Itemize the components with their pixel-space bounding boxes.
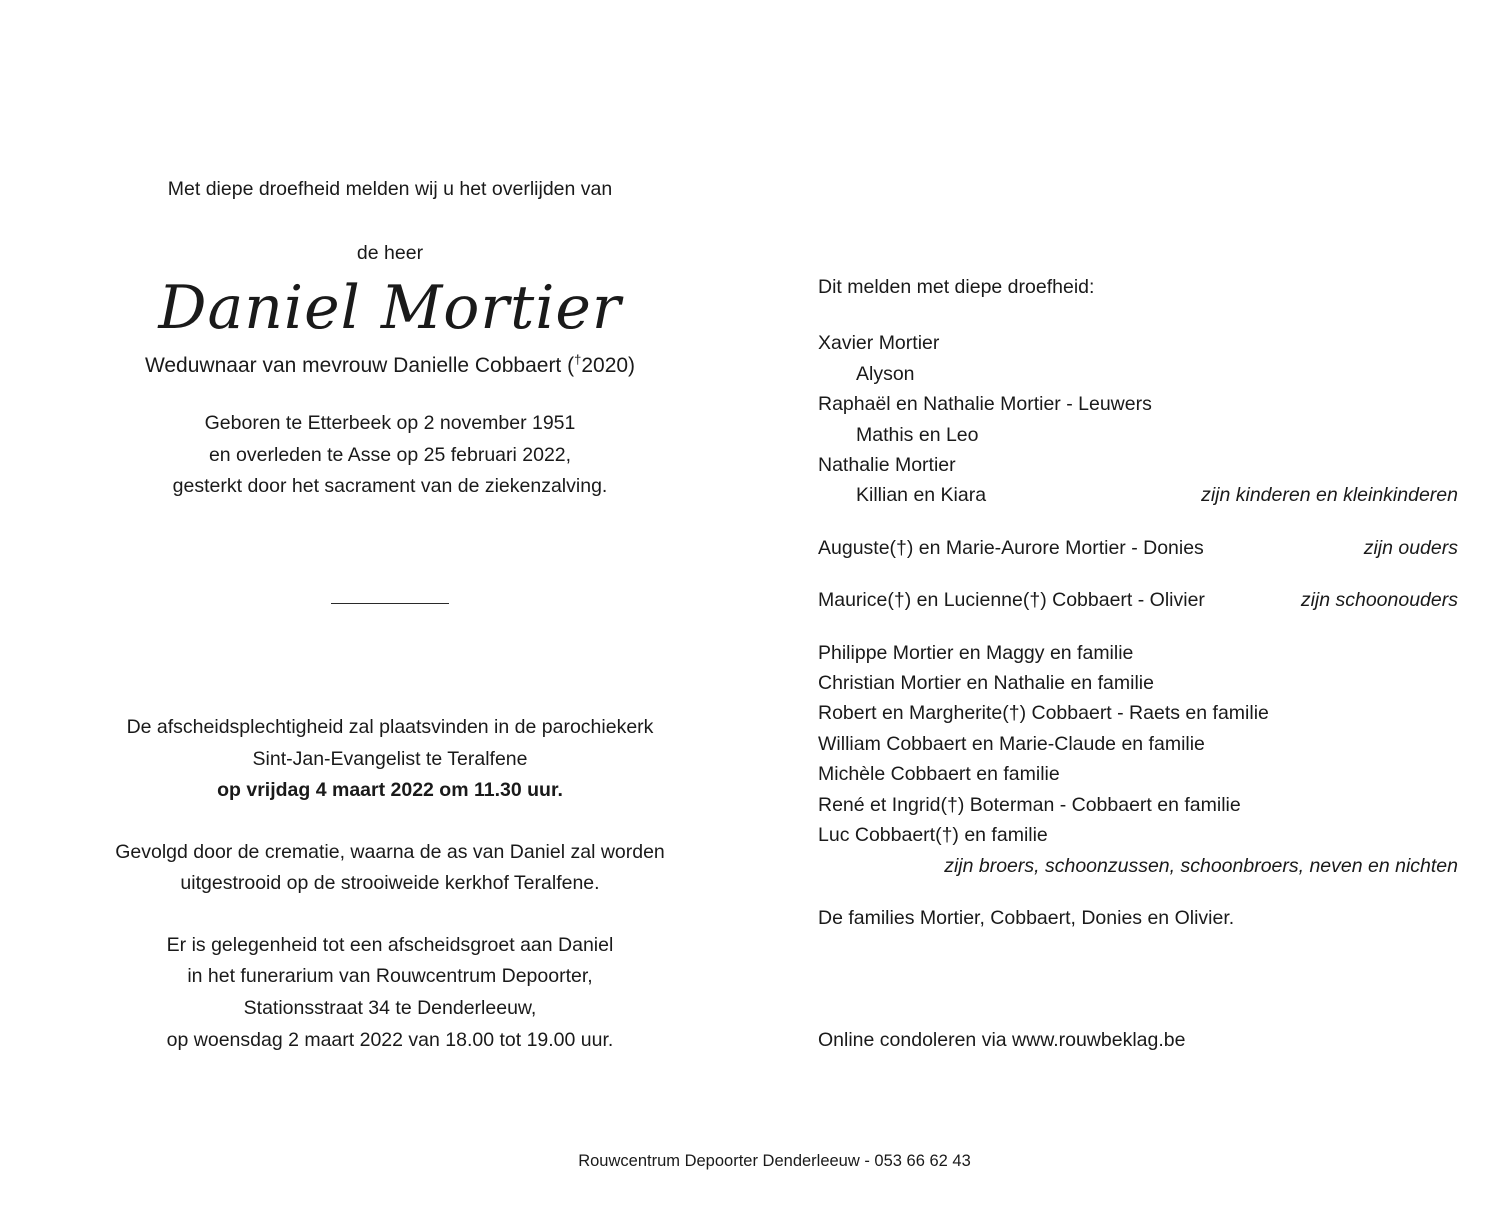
- list-item: [818, 420, 1458, 450]
- relation-label-inlaws: zijn schoonouders: [1300, 589, 1458, 612]
- widow-prefix: Weduwnaar van mevrouw Danielle Cobbaert (: [144, 354, 575, 378]
- sacrament-line: gesterkt door het sacrament van de ziekenzalving.: [172, 475, 608, 498]
- parents-group: [818, 533, 1458, 563]
- ceremony-block: [60, 712, 720, 807]
- dagger-symbol: †: [574, 352, 582, 368]
- birth-line: Geboren te Etterbeek op 2 november 1951: [204, 412, 576, 435]
- grandchild-name: Alyson: [856, 362, 915, 385]
- widow-line: [60, 352, 720, 378]
- parents-line: Auguste(†) en Marie-Aurore Mortier - Donies: [818, 536, 1204, 559]
- list-item: Nathalie Mortier: [818, 454, 956, 477]
- list-item: Raphaël en Nathalie Mortier - Leuwers: [818, 393, 1152, 416]
- list-item: Michèle Cobbaert en familie: [818, 763, 1060, 786]
- footer-text: Rouwcentrum Depoorter Denderleeuw - 053 66 62 43: [578, 1152, 971, 1170]
- death-line: en overleden te Asse op 25 februari 2022,: [208, 443, 572, 466]
- left-column: [60, 175, 720, 1056]
- intro-text: Met diepe droefheid melden wij u het overlijden van: [167, 178, 613, 200]
- list-item: [818, 359, 1458, 389]
- relation-label-parents: zijn ouders: [1363, 536, 1458, 559]
- grandchild-name: Mathis en Leo: [856, 423, 979, 446]
- deceased-name: Daniel Mortier: [158, 273, 622, 344]
- footer: [0, 1152, 1509, 1171]
- list-item: Luc Cobbaert(†) en familie: [818, 824, 1048, 847]
- list-item: Xavier Mortier: [818, 332, 940, 355]
- farewell-datetime: op woensdag 2 maart 2022 van 18.00 tot 19.00 uur.: [166, 1028, 614, 1051]
- relation-label-siblings: zijn broers, schoonzussen, schoonbroers, neven en nichten: [944, 854, 1458, 877]
- list-item: Philippe Mortier en Maggy en familie: [818, 641, 1134, 664]
- list-item: Robert en Margherite(†) Cobbaert - Raets en familie: [818, 702, 1269, 725]
- right-column: [818, 272, 1458, 1075]
- list-item: William Cobbaert en Marie-Claude en familie: [818, 732, 1205, 755]
- birth-death-block: [60, 408, 720, 503]
- families-line: De families Mortier, Cobbaert, Donies en Olivier.: [818, 906, 1235, 929]
- siblings-group: [818, 638, 1458, 881]
- list-item: René et Ingrid(†) Boterman - Cobbaert en familie: [818, 793, 1241, 816]
- farewell-block: [60, 930, 720, 1056]
- ceremony-line-1: De afscheidsplechtigheid zal plaatsvinden in de parochiekerk: [126, 715, 654, 738]
- cremation-line-1: Gevolgd door de crematie, waarna de as van Daniel zal worden: [115, 840, 665, 863]
- farewell-address: Stationsstraat 34 te Denderleeuw,: [243, 997, 537, 1020]
- farewell-line-2: in het funerarium van Rouwcentrum Depoorter,: [187, 965, 593, 988]
- list-item: [818, 533, 1458, 563]
- relation-label-children: zijn kinderen en kleinkinderen: [1201, 484, 1458, 507]
- grandchild-name: Killian en Kiara: [856, 484, 987, 507]
- ceremony-datetime: op vrijdag 4 maart 2022 om 11.30 uur.: [217, 779, 563, 802]
- condolence-line: Online condoleren via www.rouwbeklag.be: [818, 1029, 1186, 1052]
- cremation-line-2: uitgestrooid op de strooiweide kerkhof Teralfene.: [180, 872, 600, 895]
- children-group: [818, 328, 1458, 510]
- inlaws-group: [818, 585, 1458, 615]
- announcement-heading: Dit melden met diepe droefheid:: [818, 276, 1095, 298]
- divider: [331, 603, 449, 604]
- farewell-line-1: Er is gelegenheid tot een afscheidsgroet aan Daniel: [166, 933, 614, 956]
- salutation-text: de heer: [356, 242, 424, 265]
- widow-year: 2020): [581, 354, 636, 378]
- cremation-block: [60, 837, 720, 900]
- list-item: [818, 585, 1458, 615]
- list-item: Christian Mortier en Nathalie en familie: [818, 672, 1154, 695]
- inlaws-line: Maurice(†) en Lucienne(†) Cobbaert - Olivier: [818, 589, 1205, 612]
- ceremony-line-2: Sint-Jan-Evangelist te Teralfene: [252, 747, 528, 770]
- list-item: [818, 480, 1458, 510]
